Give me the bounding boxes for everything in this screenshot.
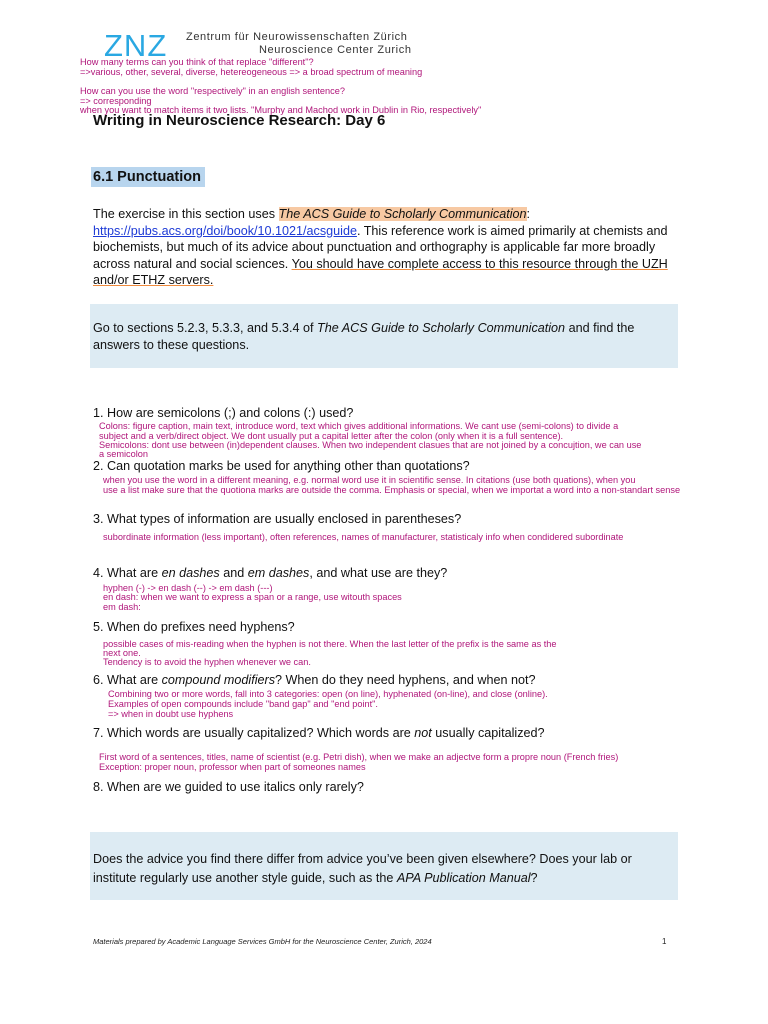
intro-text-1: The exercise in this section uses: [93, 207, 279, 221]
footer-credit: Materials prepared by Academic Language Services GmbH for the Neuroscience Center, Zurich, 2024: [93, 937, 432, 946]
institution-name: [186, 31, 412, 57]
question-8-text: 8. When are we guided to use italics only rarely?: [93, 780, 364, 794]
answer-6-line-3: => when in doubt use hyphens: [108, 709, 234, 719]
question-6-compound-modifiers: compound modifiers: [161, 673, 276, 687]
top-note-4: => corresponding: [80, 96, 152, 106]
instruction-box: [90, 304, 678, 368]
question-3: [93, 512, 461, 527]
institution-line-1: Zentrum für Neurowissenschaften Zürich: [186, 31, 408, 43]
answer-5-line-1: possible cases of mis-reading when the hyphen is not there. When the last letter of the prefix is the same as the: [103, 639, 557, 649]
page-number: 1: [662, 937, 667, 946]
answer-5-line-2: next one.: [103, 648, 141, 658]
question-7: [93, 726, 545, 741]
discussion-text-2: ?: [530, 871, 538, 885]
answer-4-line-2: en dash: when we want to express a span or a range, use witouth spaces: [103, 592, 402, 602]
top-note-3: How can you use the word "respectively" in an english sentence?: [80, 86, 345, 96]
question-1-text: 1. How are semicolons (;) and colons (:) used?: [93, 406, 354, 420]
instruction-text-2: and find the answers to these questions.: [93, 321, 635, 352]
intro-book-title: The ACS Guide to Scholarly Communication: [278, 207, 527, 221]
question-6-text-2: ? When do they need hyphens, and when not?: [275, 673, 536, 687]
answer-1-line-2: subject and a verb/direct object. We dont usually put a capital letter after the colon (only when it is a full sentence).: [99, 431, 564, 441]
discussion-text-1: Does the advice you find there differ from advice you’ve been given elsewhere? Does your lab or institute regularly use another style guide, such as the: [93, 852, 632, 885]
question-4-text-1: 4. What are: [93, 566, 162, 580]
question-4-text-3: , and what use are they?: [309, 566, 448, 580]
discussion-apa-manual: APA Publication Manual: [396, 871, 531, 885]
question-1: [93, 406, 353, 421]
acs-guide-link[interactable]: https://pubs.acs.org/doi/book/10.1021/acsguide: [93, 223, 357, 238]
question-7-text-2: usually capitalized?: [431, 726, 545, 740]
intro-text-2: :: [526, 207, 531, 221]
intro-access-note: You should have complete access to this resource through the UZH and/or ETHZ servers.: [93, 256, 668, 287]
question-4-text-2: and: [219, 566, 248, 580]
answer-1-line-3: Semicolons: dont use between (in)dependent clauses. When two independent clasues that are not joined by a concujtion, we can use: [99, 440, 642, 450]
answer-2-line-1: when you use the word in a different meaning, e.g. normal word use it in scientific sense. In citations (use both quations), when you: [103, 475, 636, 485]
discussion-text: [93, 850, 673, 888]
question-4: [93, 566, 447, 581]
answer-1-line-1: Colons: figure caption, main text, introduce word, text which gives additional informations. We cant use (semi-colons) to divide a: [99, 421, 619, 431]
question-2-text: 2. Can quotation marks be used for anything other than quotations?: [93, 459, 470, 473]
answer-4-line-1: hyphen (-) -> en dash (--) -> em dash (---): [103, 583, 273, 593]
top-note-2: =>various, other, several, diverse, hetereogeneous => a broad spectrum of meaning: [80, 67, 423, 77]
question-3-text: 3. What types of information are usually enclosed in parentheses?: [93, 512, 462, 526]
question-7-text-1: 7. Which words are usually capitalized? Which words are: [93, 726, 415, 740]
answer-6-line-1: Combining two or more words, fall into 3 categories: open (on line), hyphenated (on-line), and close (online).: [108, 689, 548, 699]
answer-4-line-3: em dash:: [103, 602, 141, 612]
instruction-text: [93, 320, 668, 354]
answer-6-line-2: Examples of open compounds include "band gap" and "end point".: [108, 699, 378, 709]
answer-7-line-2: Exception: proper noun, professor when part of someones names: [99, 762, 366, 772]
answer-3-line-1: subordinate information (less important), often references, names of manufacturer, statisticaly info when condidered subordinate: [103, 532, 624, 542]
question-6-text-1: 6. What are: [93, 673, 162, 687]
question-8: [93, 780, 364, 795]
question-5: [93, 620, 295, 635]
question-5-text: 5. When do prefixes need hyphens?: [93, 620, 295, 634]
instruction-text-1: Go to sections 5.2.3, 5.3.3, and 5.3.4 of: [93, 321, 318, 335]
question-4-en-dashes: en dashes: [161, 566, 220, 580]
question-6: [93, 673, 535, 688]
institution-line-2: Neuroscience Center Zurich: [259, 44, 412, 56]
page-title: Writing in Neuroscience Research: Day 6: [93, 112, 386, 129]
answer-5-line-3: Tendency is to avoid the hyphen whenever we can.: [103, 657, 311, 667]
question-4-em-dashes: em dashes: [247, 566, 310, 580]
instruction-book-title: The ACS Guide to Scholarly Communication: [317, 321, 566, 335]
intro-text-3: . This reference work is aimed primarily at chemists and biochemists, but much of its advice about punctuation and orthography is applicable far more broadly across natural and social sciences.: [93, 223, 668, 271]
top-note-1: How many terms can you think of that replace "different"?: [80, 57, 314, 67]
question-7-not: not: [414, 726, 432, 740]
discussion-box: [90, 832, 678, 900]
answer-1-line-4: a semicolon: [99, 449, 149, 459]
znz-logo: ZNZ: [104, 28, 168, 63]
answer-7-line-1: First word of a sentences, titles, name of scientist (e.g. Petri dish), when we make an adjectve form a propre noun (French fries): [99, 752, 619, 762]
top-note-5: when you want to match items it two lists. "Murphy and Machod work in Dublin in Rio, respectively": [80, 105, 482, 115]
section-heading: 6.1 Punctuation: [91, 167, 205, 187]
question-2: [93, 459, 470, 474]
answer-2-line-2: use a list make sure that the quotiona marks are outside the comma. Emphasis or special, when we importat a word into a non-standart sense: [103, 485, 681, 495]
intro-paragraph: [93, 206, 693, 289]
